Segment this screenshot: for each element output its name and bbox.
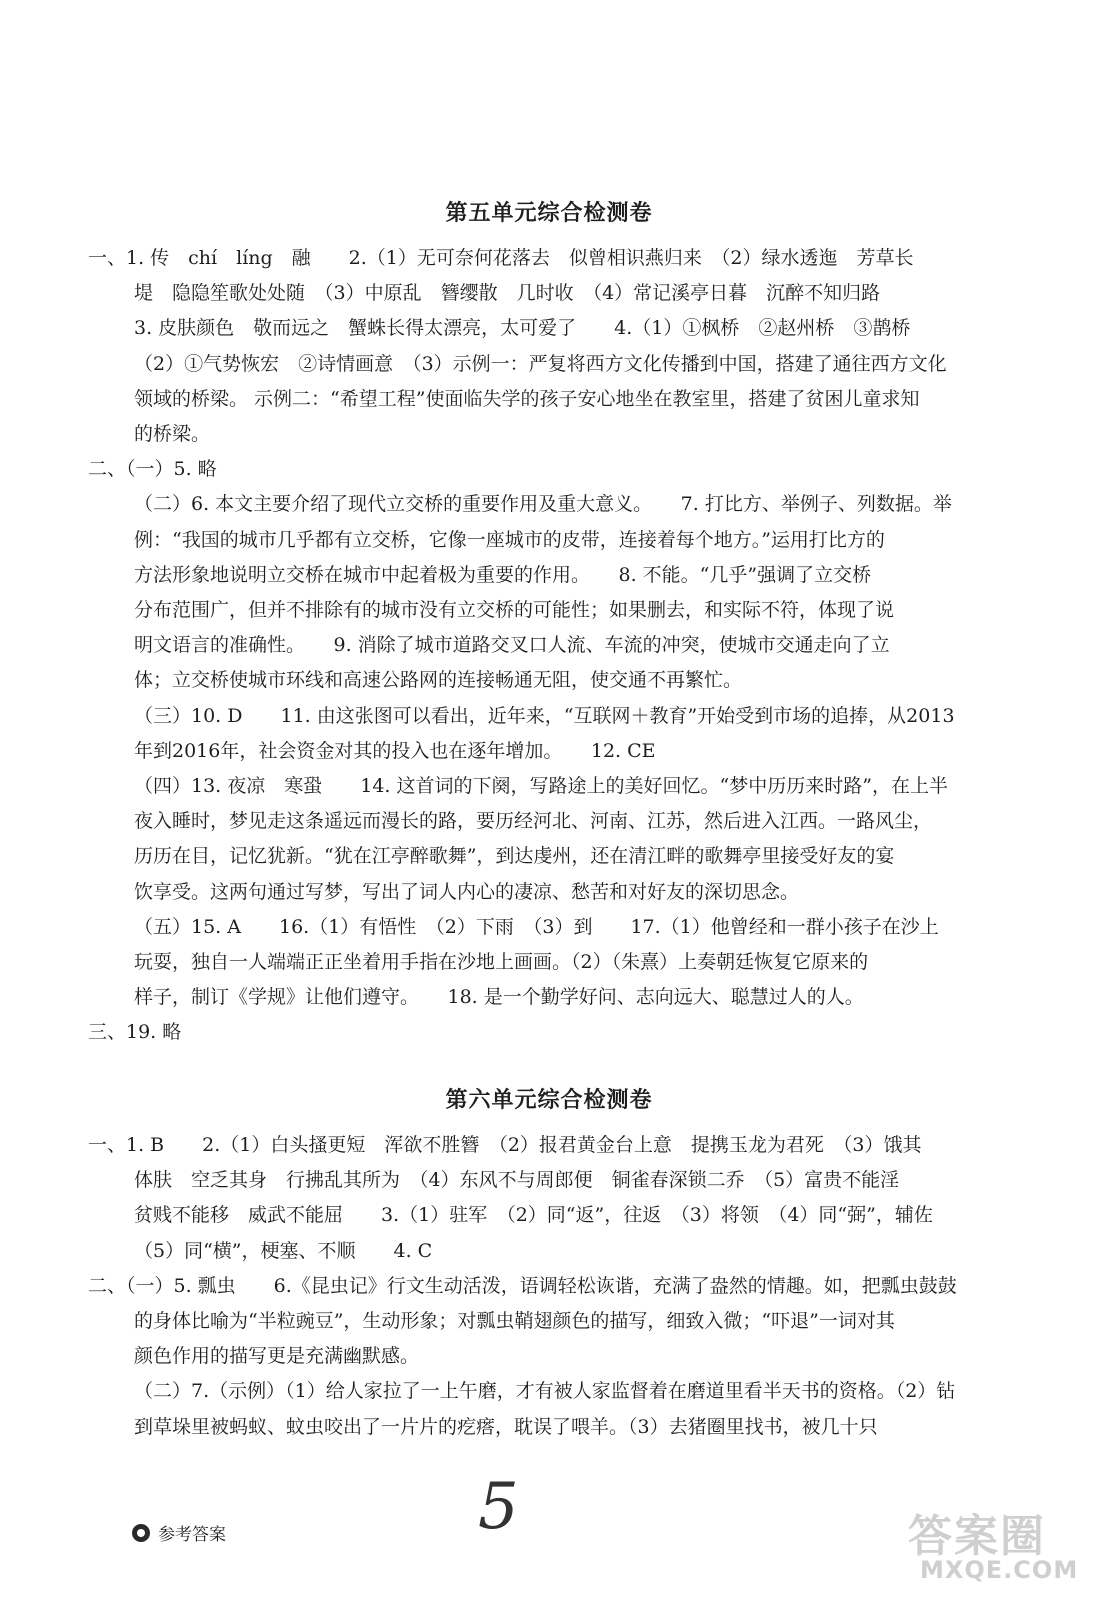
answer-line: （三）10. D 11. 由这张图可以看出，近年来，“互联网＋教育”开始受到市场的追捧，从2013 [134,704,955,727]
answer-line: 玩耍，独自一人端端正正坐着用手指在沙地上画画。（2）（朱熹）上奏朝廷恢复它原来的 [134,951,869,973]
answer-line: 体；立交桥使城市环线和高速公路网的连接畅通无阻，使交通不再繁忙。 [134,669,743,692]
answer-line: 样子，制订《学规》让他们遵守。 18. 是一个勤学好问、志向远大、聪慧过人的人。 [134,986,864,1009]
unit6-title: 第六单元综合检测卷 [445,1088,653,1113]
answer-line: 饮享受。这两句通过写梦，写出了词人内心的凄凉、愁苦和对好友的深切思念。 [134,880,800,903]
answer-line: （四）13. 夜凉 寒蛩 14. 这首词的下阕，写路途上的美好回忆。“梦中历历来时路”，在上半 [134,775,948,797]
watermark-site-text: MXQE.COM [920,1556,1079,1584]
answer-line: 一、1. 传 chí líng 融 2.（1）无可奈何花落去 似曾相识燕归来 （2）绿水透迤 芳草长 [88,247,914,269]
answer-line: （二）6. 本文主要介绍了现代立交桥的重要作用及重大意义。 7. 打比方、举例子、列数据。举 [134,493,952,516]
answer-line: 的桥梁。 [134,423,211,445]
answer-line: 到草垛里被蚂蚁、蚊虫咬出了一片片的疙瘩，耽误了喂羊。（3）去猪圈里找书，被几十只 [134,1415,878,1438]
answer-line: 分布范围广，但并不排除有的城市没有立交桥的可能性；如果删去，和实际不符，体现了说 [134,599,895,621]
answer-line: 三、19. 略 [88,1021,182,1044]
answer-line: 历历在目，记忆犹新。“犹在江亭醉歌舞”，到达虔州，还在清江畔的歌舞亭里接受好友的宴 [134,845,895,868]
answer-line: （五）15. A 16.（1）有悟性 （2）下雨 （3）到 17.（1）他曾经和一群小孩子在沙上 [134,915,939,938]
answer-line: 夜入睡时，梦见走这条遥远而漫长的路，要历经河北、河南、江苏，然后进入江西。一路风尘， [134,810,933,833]
unit5-title: 第五单元综合检测卷 [445,201,653,226]
answer-line: 二、（一）5. 略 [88,458,217,481]
footer-label: 参考答案 [158,1525,226,1545]
answer-line: 的身体比喻为“半粒豌豆”，生动形象；对瓢虫鞘翅颜色的描写，细致入微；“吓退”一词对其 [134,1310,895,1332]
answer-line: 领域的桥梁。 示例二：“希望工程”使面临失学的孩子安心地坐在教室里，搭建了贫困儿童求知 [134,387,920,410]
answer-line: 年到2016年，社会资金对其的投入也在逐年增加。 12. CE [134,739,656,762]
footer-badge-icon [132,1524,150,1542]
answer-line: 一、1. B 2.（1）白头搔更短 浑欲不胜簪 （2）报君黄金台上意 提携玉龙为君死 （3）饿其 [88,1134,922,1156]
answer-line: 方法形象地说明立交桥在城市中起着极为重要的作用。 8. 不能。“几乎”强调了立交桥 [134,563,872,586]
answer-line: 二、（一）5. 瓢虫 6.《昆虫记》行文生动活泼，语调轻松诙谐，充满了盎然的情趣。如，把瓢虫鼓鼓 [88,1274,957,1297]
answer-line: 明文语言的准确性。 9. 消除了城市道路交叉口人流、车流的冲突，使城市交通走向了立 [134,634,890,657]
answer-line: 贫贱不能移 威武不能屈 3.（1）驻军 （2）同“返”，往返 （3）将领 （4）同“弼”，辅佐 [134,1204,933,1227]
watermark-logo-text: 答案圈 [908,1511,1046,1562]
handwritten-page-number: 5 [478,1470,519,1544]
answer-line: 体肤 空乏其身 行拂乱其所为 （4）东风不与周郎便 铜雀春深锁二乔 （5）富贵不能淫 [134,1169,900,1192]
answer-line: 颜色作用的描写更是充满幽默感。 [134,1345,420,1368]
answer-line: 例：“我国的城市几乎都有立交桥，它像一座城市的皮带，连接着每个地方。”运用打比方的 [134,528,885,551]
watermark-logo [900,1500,1079,1590]
answer-line: 堤 隐隐笙歌处处随 （3）中原乱 簪缨散 几时收 （4）常记溪亭日暮 沉醉不知归路 [134,282,881,305]
answer-line: 3. 皮肤颜色 敬而远之 蟹蛛长得太漂亮，太可爱了 4.（1）①枫桥 ②赵州桥 ③鹊桥 [134,317,911,340]
answer-line: （2）①气势恢宏 ②诗情画意 （3）示例一：严复将西方文化传播到中国，搭建了通往西方文化 [134,352,947,375]
answer-line: （5）同“横”，梗塞、不顺 4. C [134,1239,433,1262]
answer-line: （二）7.（示例）（1）给人家拉了一上午磨，才有被人家监督着在磨道里看半天书的资格。（2）钻 [134,1380,956,1403]
